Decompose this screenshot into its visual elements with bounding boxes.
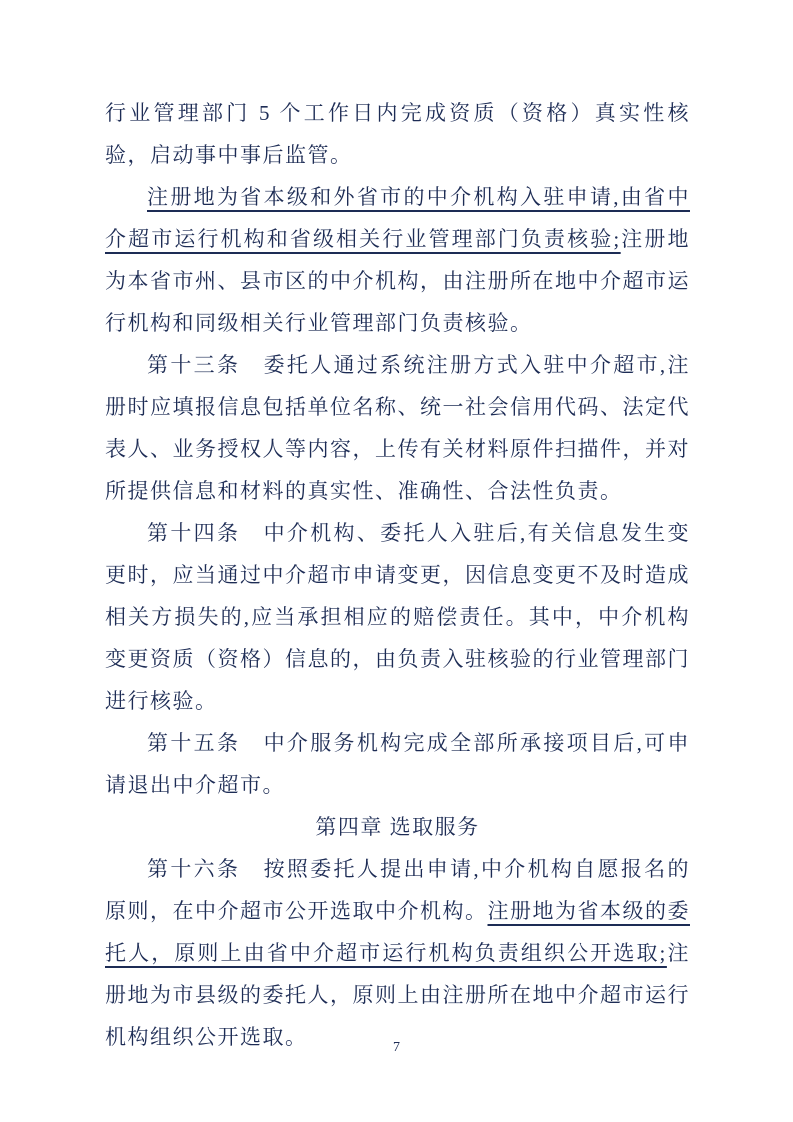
paragraph-continuation xyxy=(105,92,690,176)
paragraph-text: 第十三条 委托人通过系统注册方式入驻中介超市,注册时应填报信息包括单位名称、统一社会信用代码、法定代表人、业务授权人等内容，上传有关材料原件扫描件，并对所提供信息和材料的真实性、准确性、合法性负责。 xyxy=(105,353,690,503)
underlined-text: 注册地为省本级的委托人，原则上由省中介超市运行机构负责组织公开选取; xyxy=(105,899,690,965)
paragraph-text: 注册地为本省市州、县市区的中介机构，由注册所在地中介超市运行机构和同级相关行业管理部门负责核验。 xyxy=(105,227,690,335)
paragraph-text: 第十四条 中介机构、委托人入驻后,有关信息发生变更时，应当通过中介超市申请变更，因信息变更不及时造成相关方损失的,应当承担相应的赔偿责任。其中，中介机构变更资质（资格）信息的，由负责入驻核验的行业管理部门进行核验。 xyxy=(105,521,690,713)
page-number: 7 xyxy=(393,1040,400,1055)
paragraph-registration-verification xyxy=(105,176,690,344)
paragraph-text: 注册地为市县级的委托人，原则上由注册所在地中介超市运行机构组织公开选取。 xyxy=(105,941,690,1049)
underlined-text: 注册地为省本级和外省市的中介机构入驻申请,由省中介超市运行机构和省级相关行业管理部门负责核验; xyxy=(105,185,690,251)
paragraph-article-14 xyxy=(105,512,690,722)
paragraph-text: 第十五条 中介服务机构完成全部所承接项目后,可申请退出中介超市。 xyxy=(105,731,690,797)
paragraph-text: 行业管理部门 5 个工作日内完成资质（资格）真实性核验，启动事中事后监管。 xyxy=(105,101,690,167)
paragraph-text: 第十六条 按照委托人提出申请,中介机构自愿报名的原则，在中介超市公开选取中介机构。 xyxy=(105,857,690,923)
paragraph-article-16 xyxy=(105,848,690,1058)
paragraph-article-15 xyxy=(105,722,690,806)
document-body-text xyxy=(105,92,690,1058)
paragraph-article-13 xyxy=(105,344,690,512)
chapter-heading-text: 第四章 选取服务 xyxy=(315,815,480,839)
chapter-4-heading xyxy=(105,806,690,848)
